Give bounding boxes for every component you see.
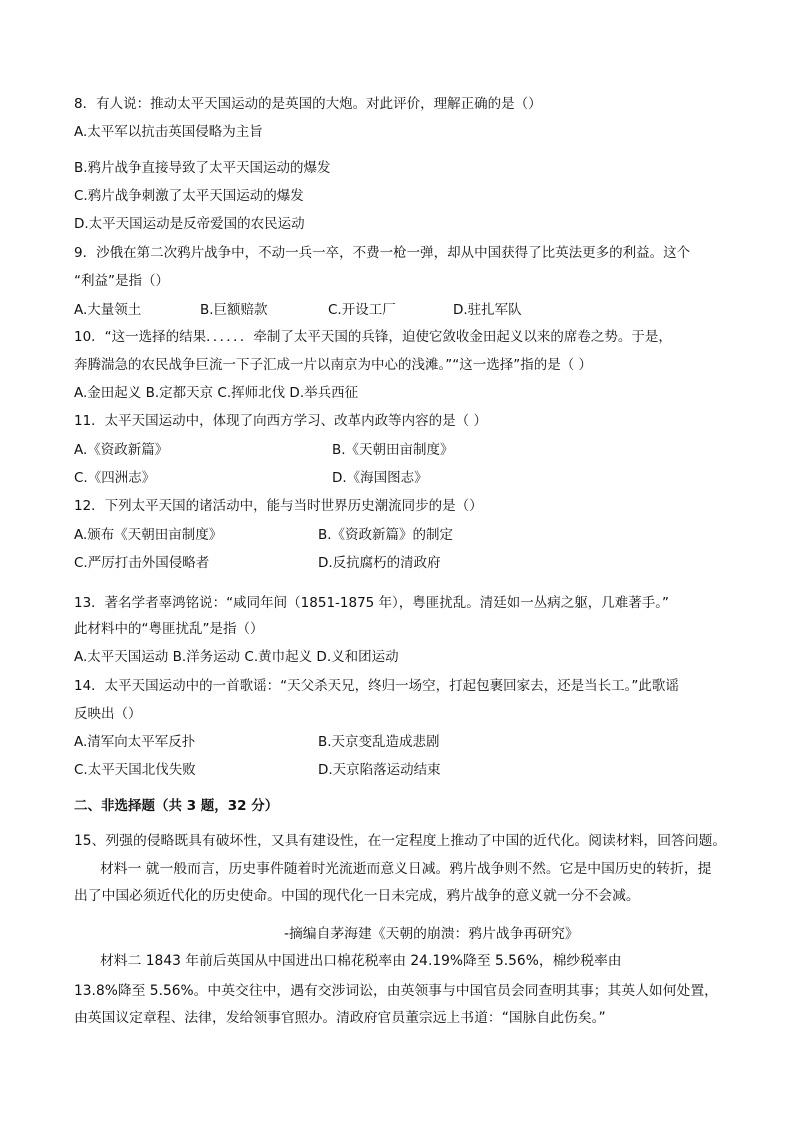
q10-stem-line1: 10．“这一选择的结果．．．．．．牵制了太平天国的兵锋，迫使它敛收金田起义以来的席卷之势。于是， [74,329,672,345]
q10-stem-line2: 奔腾湍急的农民战争巨流一下子汇成一片以南京为中心的浅滩。”“这一选择”指的是（ ） [74,357,593,373]
q13-stem-line2: 此材料中的“粤匪扰乱”是指（） [74,621,264,637]
q8-stem: 8．有人说：推动太平天国运动的是英国的大炮。对此评价，理解正确的是（） [74,96,542,112]
q12-stem: 12．下列太平天国的诸活动中，能与当时世界历史潮流同步的是（） [74,498,483,514]
q15-stem: 15、列强的侵略既具有破坏性，又具有建设性，在一定程度上推动了中国的近代化。阅读材料，回答问题。 [74,833,727,849]
q15-material1-line2: 出了中国必须近代化的历史使命。中国的现代化一日未完成，鸦片战争的意义就一分不会减。 [74,888,640,904]
q14-stem-line2: 反映出（） [74,706,142,722]
q13-stem-line1: 13．著名学者辜鸿铭说：“咸同年间（1851-1875 年），粤匪扰乱。清廷如一丛病之躯，几难著手。” [74,595,670,611]
q9-option-a: A.大量领土 [74,302,142,318]
q13-options: A.太平天国运动 B.洋务运动 C.黄巾起义 D.义和团运动 [74,649,399,665]
q15-material2-line3: 由英国议定章程、法律，发给领事官照办。清政府官员董宗远上书道：“国脉自此伤矣。” [74,1010,606,1026]
q12-option-c: C.严厉打击外国侵略者 [74,555,210,571]
section-heading: 二、非选择题（共 3 题，32 分） [74,798,279,814]
q12-option-a: A.颁布《天朝田亩制度》 [74,527,223,543]
q8-option-d: D.太平天国运动是反帝爱国的农民运动 [74,216,305,232]
q11-stem: 11．太平天国运动中，体现了向西方学习、改革内政等内容的是（ ） [74,413,487,429]
q11-option-c: C.《四洲志》 [74,470,156,486]
q14-option-b: B.天京变乱造成悲剧 [318,734,440,750]
q11-option-d: D.《海国图志》 [332,470,428,486]
q11-option-a: A.《资政新篇》 [74,442,169,458]
q14-option-c: C.太平天国北伐失败 [74,762,196,778]
q12-option-d: D.反抗腐朽的清政府 [318,555,441,571]
q9-option-c: C.开设工厂 [328,302,396,318]
q15-material2-line1: 材料二 1843 年前后英国从中国进出口棉花税率由 24.19%降至 5.56%，棉纱税率由 [100,953,622,969]
q14-option-a: A.清军向太平军反扑 [74,734,196,750]
q12-option-b: B.《资政新篇》的制定 [318,527,454,543]
q11-option-b: B.《天朝田亩制度》 [332,442,454,458]
q8-option-a: A.太平军以抗击英国侵略为主旨 [74,124,263,140]
q14-stem-line1: 14．太平天国运动中的一首歌谣：“天父杀天兄，终归一场空，打起包裹回家去，还是当长工。”此歌谣 [74,678,679,694]
q15-material1-line1: 材料一 就一般而言，历史事件随着时光流逝而意义日减。鸦片战争则不然。它是中国历史的转折，提 [100,861,712,877]
q10-options: A.金田起义 B.定都天京 C.挥师北伐 D.举兵西征 [74,385,359,401]
q8-option-b: B.鸦片战争直接导致了太平天国运动的爆发 [74,160,331,176]
q9-option-b: B.巨额赔款 [200,302,268,318]
q8-option-c: C.鸦片战争刺激了太平天国运动的爆发 [74,188,304,204]
q9-stem-line2: “利益”是指（） [74,273,169,289]
q9-stem-line1: 9．沙俄在第二次鸦片战争中，不动一兵一卒，不费一枪一弹，却从中国获得了比英法更多的利益。这个 [74,245,691,261]
q15-source: -摘编自茅海建《天朝的崩溃：鸦片战争再研究》 [284,926,579,942]
q14-option-d: D.天京陷落运动结束 [318,762,441,778]
q15-material2-line2: 13.8%降至 5.56%。中英交往中，遇有交涉词讼，由英领事与中国官员会同查明其事；其英人如何处置， [74,983,718,999]
q9-option-d: D.驻扎军队 [453,302,522,318]
